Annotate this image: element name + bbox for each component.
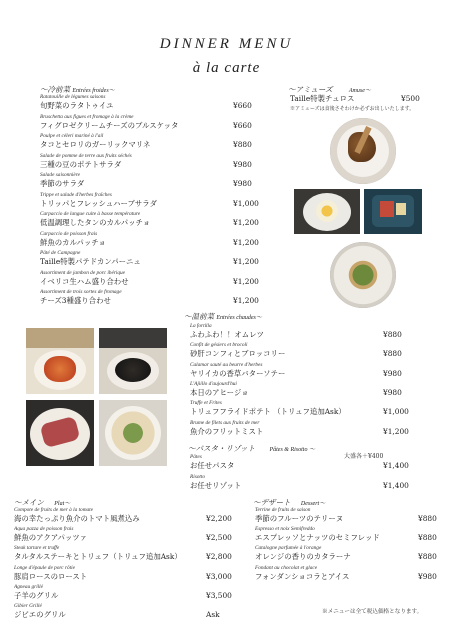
photo-tomato-dish bbox=[26, 328, 94, 394]
cold-item bbox=[40, 250, 141, 267]
main-item-name: 豚肩ロースのロースト bbox=[14, 571, 88, 581]
hot-item-name: ヤリイカの香草バターソテー bbox=[190, 368, 286, 378]
hot-item-price: ¥1,000 bbox=[383, 407, 409, 417]
cold-item-price: ¥1,200 bbox=[233, 237, 259, 247]
hot-item-french-name: Truffe et Frites bbox=[190, 400, 222, 407]
dessert-heading-fr: Dessert〜 bbox=[300, 501, 326, 507]
photo-risotto-dish bbox=[99, 328, 167, 394]
main-item-french-name: Longe d'épaule de porc rôtie bbox=[14, 564, 75, 571]
main-heading-jp: 〜メイン bbox=[14, 498, 44, 507]
dessert-item-name: エスプレッソとナッツのセミフレッド bbox=[255, 533, 380, 543]
hot-item-price: ¥880 bbox=[383, 330, 402, 339]
dessert-item-price: ¥880 bbox=[418, 533, 437, 543]
cold-item-name: フィグロゼクリームチーズのブルスケッタ bbox=[40, 120, 179, 130]
main-item-price: ¥3,500 bbox=[206, 590, 232, 600]
cold-item-name: 三種の豆のポテトサラダ bbox=[40, 159, 122, 169]
hot-heading-fr: Entrées chaudes〜 bbox=[216, 315, 262, 321]
hot-item bbox=[190, 381, 249, 398]
cold-item bbox=[40, 231, 106, 248]
dessert-item-price: ¥980 bbox=[418, 571, 437, 581]
hot-item-name: 砂肝コンフィとブロッコリー bbox=[190, 349, 286, 359]
main-item bbox=[14, 526, 87, 543]
pasta-item bbox=[190, 474, 241, 491]
main-item-name: 子羊のグリル bbox=[14, 590, 59, 600]
main-item-price: ¥2,200 bbox=[206, 514, 232, 523]
hot-item-price: ¥1,200 bbox=[383, 426, 409, 436]
cold-item-price: ¥1,200 bbox=[233, 257, 259, 266]
cold-item-price: ¥880 bbox=[233, 140, 252, 149]
cold-item-french-name: Bruschetta aux figues et fromage à la crème bbox=[40, 113, 134, 120]
photo-omelette-plate bbox=[294, 189, 360, 234]
cold-item-french-name: Ratatouille de légumes saisons bbox=[40, 94, 106, 100]
pasta-heading-fr: Pâtes & Risotto 〜 bbox=[269, 447, 315, 453]
hot-item-price: ¥880 bbox=[383, 349, 402, 359]
cold-item bbox=[40, 114, 178, 131]
amuse-item bbox=[290, 94, 354, 104]
photo-salad-plate bbox=[330, 242, 396, 308]
cold-heading-jp: 〜冷前菜 bbox=[40, 85, 70, 94]
main-item bbox=[14, 565, 87, 582]
hot-section-heading bbox=[184, 311, 262, 322]
cold-item-price: ¥1,000 bbox=[233, 198, 259, 208]
main-item-name: 海の幸たっぷり魚介のトマト風煮込み bbox=[14, 514, 140, 523]
cold-item-name: 旬野菜のラタトゥイユ bbox=[40, 101, 114, 110]
photo-terrine-plate bbox=[364, 189, 422, 234]
cold-item-price: ¥1,200 bbox=[233, 218, 259, 227]
main-item bbox=[14, 603, 66, 620]
cold-item-french-name: Pâté de Campagne bbox=[40, 250, 81, 256]
cold-item-price: ¥1,200 bbox=[233, 276, 259, 286]
amuse-price: ¥500 bbox=[401, 94, 420, 103]
amuse-heading-jp: 〜アミューズ bbox=[288, 85, 333, 94]
cold-item-french-name: Salade de pomme de terre aux fruits séchés bbox=[40, 152, 132, 159]
cold-item bbox=[40, 192, 157, 209]
cold-item-price: ¥660 bbox=[233, 120, 252, 130]
cold-item-name: タコとセロリのガーリックマリネ bbox=[40, 140, 151, 149]
cold-item-french-name: Salade saisonnière bbox=[40, 172, 80, 178]
dessert-item bbox=[255, 507, 343, 524]
photo-churros-plate bbox=[330, 118, 396, 184]
main-heading-fr: Plat〜 bbox=[54, 501, 71, 507]
dessert-item-french-name: Espresso et noix Semifreddo bbox=[255, 526, 315, 533]
dessert-item bbox=[255, 526, 380, 543]
main-item bbox=[14, 545, 182, 562]
cold-item-price: ¥980 bbox=[233, 179, 252, 188]
amuse-heading-fr: Amuse〜 bbox=[348, 88, 371, 94]
cold-item-name: Taille特製パテドカンパーニュ bbox=[40, 257, 141, 266]
dessert-item-price: ¥880 bbox=[418, 514, 437, 523]
pasta-large-note: 大盛各＋¥400 bbox=[344, 453, 384, 460]
hot-item-name: トリュフフライドポテト （トリュフ追加Ask） bbox=[190, 407, 346, 417]
pasta-item-name: お任せパスタ bbox=[190, 461, 235, 470]
cold-item-name: トリッパとフレッシュハーブサラダ bbox=[40, 198, 157, 208]
amuse-item-name: Taille特製チュロス bbox=[290, 94, 355, 103]
pasta-heading-jp: 〜パスタ・リゾット bbox=[188, 444, 256, 453]
dessert-item-french-name: Catalogne parfumée à l'orange bbox=[255, 545, 322, 552]
amuse-note: ※アミューズは食後さそわけか必ずお出しいたします。 bbox=[290, 106, 415, 112]
hot-item-french-name: Confit de gésiers et brocoli bbox=[190, 342, 248, 349]
cold-item-price: ¥660 bbox=[233, 101, 252, 110]
pasta-item-price: ¥1,400 bbox=[383, 461, 409, 470]
cold-item-name: 低温調理したタンのカルパッチョ bbox=[40, 218, 151, 227]
cold-item-french-name: Poulpe et céleri mariné à l'ail bbox=[40, 133, 104, 139]
hot-item-price: ¥980 bbox=[383, 368, 402, 378]
hot-item-french-name: Brume de filets aux fruits de mer bbox=[190, 419, 260, 426]
cold-item-price: ¥980 bbox=[233, 159, 252, 169]
hot-item bbox=[190, 420, 263, 437]
cold-item-french-name: Trippe et salade d'herbes fraîches bbox=[40, 191, 112, 198]
pasta-item bbox=[190, 454, 234, 471]
pasta-item-french-name: Pâtes bbox=[190, 454, 202, 460]
cold-item-name: 鮮魚のカルパッチョ bbox=[40, 237, 106, 247]
dessert-item-french-name: Fondant au chocolat et glace bbox=[255, 564, 318, 571]
cold-item-french-name: Carpaccio de poisson frais bbox=[40, 230, 98, 237]
dessert-item-name: フォンダンショコラとアイス bbox=[255, 571, 350, 581]
cold-item-name: イベリコ生ハム盛り合わせ bbox=[40, 276, 129, 286]
cold-item-name: チーズ3種盛り合わせ bbox=[40, 296, 111, 305]
cold-item bbox=[40, 270, 129, 287]
cold-heading-fr: Entrées froides〜 bbox=[72, 88, 115, 94]
footer-tax-note: ※メニューは全て税込価格となります。 bbox=[322, 609, 423, 615]
dessert-item bbox=[255, 545, 351, 562]
main-item-french-name: Aqua pazza de poisson frais bbox=[14, 526, 74, 533]
hot-item-french-name: Calamar sauté au beurre d'herbes bbox=[190, 361, 263, 368]
hot-item-french-name: La fortilla bbox=[190, 323, 212, 329]
main-item-french-name: Compote de fruits de mer à la tomate bbox=[14, 507, 94, 513]
cold-item-french-name: Assortiment de trois sortes de fromage bbox=[40, 289, 122, 295]
dessert-heading-jp: 〜デザート bbox=[253, 498, 291, 507]
hot-item-price: ¥980 bbox=[383, 387, 402, 397]
main-item-price: ¥2,500 bbox=[206, 533, 232, 543]
dessert-item-french-name: Terrine de fruits de saison bbox=[255, 507, 311, 513]
cold-item bbox=[40, 94, 113, 111]
hot-item bbox=[190, 323, 264, 340]
dessert-item bbox=[255, 565, 349, 582]
menu-subtitle: à la carte bbox=[192, 60, 261, 76]
photo-meat-dish bbox=[26, 400, 94, 466]
menu-title: DINNER MENU bbox=[159, 36, 294, 52]
hot-item-french-name: L'Ajiillo d'aujourd'hui bbox=[190, 380, 237, 387]
cold-item-name: 季節のサラダ bbox=[40, 179, 85, 188]
cold-item-french-name: Carpaccio de langue cuite à basse température bbox=[40, 211, 141, 217]
dessert-item-price: ¥880 bbox=[418, 552, 437, 562]
cold-item bbox=[40, 133, 150, 150]
hot-item-name: 魚介のフリットミスト bbox=[190, 426, 264, 436]
main-item-price: ¥2,800 bbox=[206, 552, 232, 562]
cold-item bbox=[40, 153, 132, 170]
photo-carpaccio-dish bbox=[99, 400, 167, 466]
main-item bbox=[14, 507, 140, 524]
cold-item bbox=[40, 289, 122, 306]
cold-item-price: ¥1,200 bbox=[233, 296, 259, 305]
pasta-item-french-name: Risotto bbox=[190, 474, 206, 480]
pasta-item-price: ¥1,400 bbox=[383, 481, 409, 490]
cold-item bbox=[40, 211, 150, 228]
hot-item bbox=[190, 342, 285, 359]
main-item-price: Ask bbox=[206, 610, 220, 619]
main-item-name: 鮮魚のアクアパッツァ bbox=[14, 533, 88, 543]
main-item-french-name: Agneau grillé bbox=[14, 583, 43, 590]
main-item-french-name: Steak tartare et truffe bbox=[14, 545, 60, 552]
main-item bbox=[14, 584, 58, 601]
hot-item-name: ふわふわ！！オムレツ bbox=[190, 330, 264, 339]
hot-item-name: 本日のアヒージョ bbox=[190, 387, 249, 397]
cold-item-french-name: Assortiment de jambon de porc ibérique bbox=[40, 269, 125, 276]
main-item-price: ¥3,000 bbox=[206, 571, 232, 581]
main-item-name: ジビエのグリル bbox=[14, 610, 66, 619]
pasta-item-name: お任せリゾット bbox=[190, 481, 242, 490]
main-item-french-name: Gibier Grillé bbox=[14, 603, 42, 609]
hot-heading-jp: 〜温前菜 bbox=[184, 312, 214, 321]
dessert-item-name: 季節のフルーツのテリーヌ bbox=[255, 514, 344, 523]
main-item-name: タルタルステーキとトリュフ（トリュフ追加Ask） bbox=[14, 552, 182, 562]
cold-item bbox=[40, 172, 84, 189]
dessert-item-name: オレンジの香りのカタラーナ bbox=[255, 552, 351, 562]
hot-item bbox=[190, 362, 285, 379]
pasta-section-heading bbox=[188, 443, 315, 454]
hot-item bbox=[190, 400, 346, 417]
